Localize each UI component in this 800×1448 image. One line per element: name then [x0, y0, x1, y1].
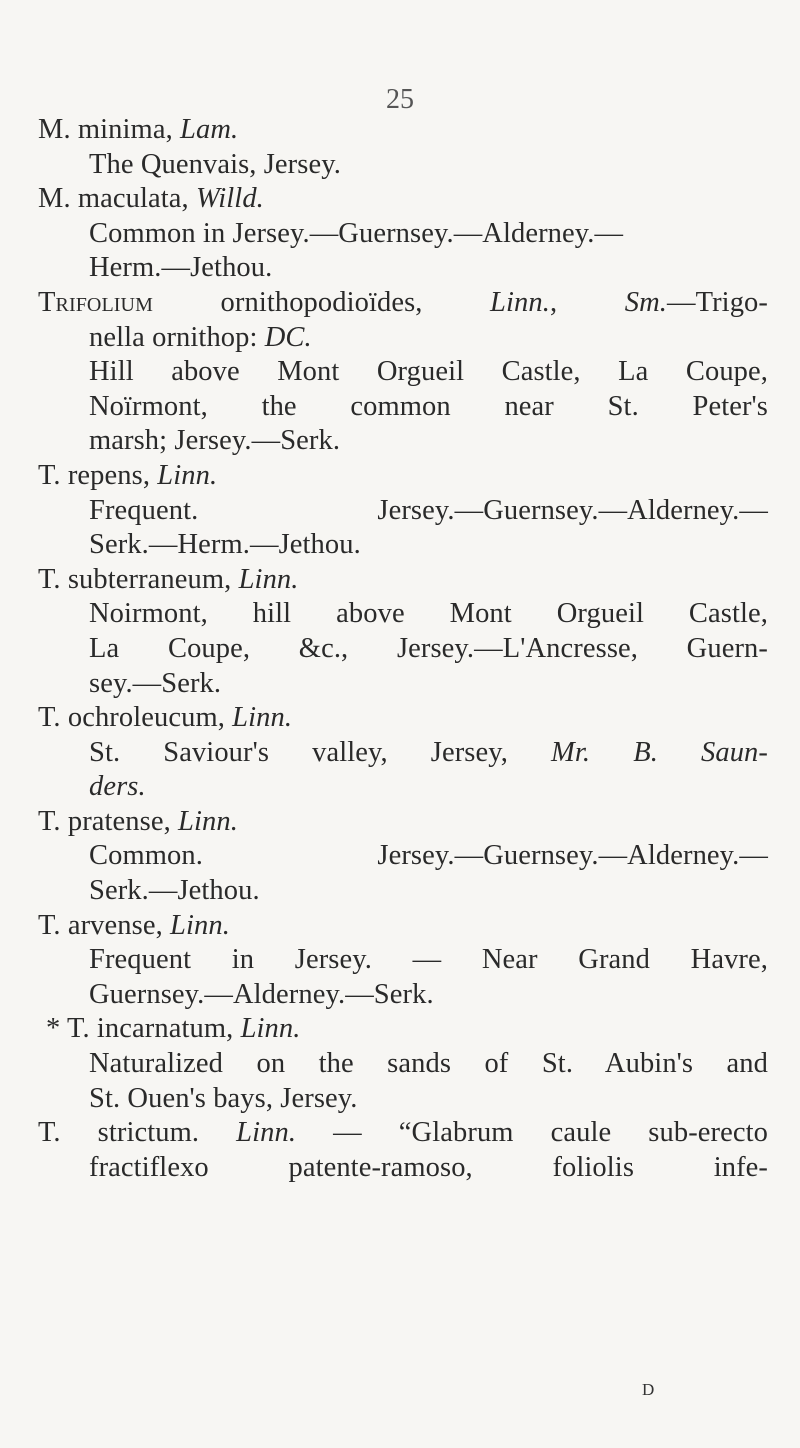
body-text	[38, 113, 768, 1185]
italic-text: Linn.	[178, 805, 238, 837]
text-line	[38, 563, 768, 598]
text-line	[38, 424, 768, 459]
text-line	[38, 1012, 768, 1047]
italic-text: Sm.	[624, 286, 667, 318]
text-run: * T. incarnatum,	[46, 1013, 241, 1045]
italic-text: DC.	[264, 321, 312, 353]
text-line	[38, 736, 768, 771]
text-line	[38, 494, 768, 529]
text-run: Frequent in Jersey. — Near Grand Havre,	[89, 944, 768, 976]
text-line	[38, 1047, 768, 1082]
text-run: nella ornithop:	[89, 321, 265, 353]
text-run: M. minima,	[38, 114, 181, 145]
text-line	[38, 667, 768, 702]
signature-mark: D	[642, 1380, 655, 1399]
text-run: Common. Jersey.—Guernsey.—Alderney.—	[89, 840, 768, 872]
italic-text: Linn.	[238, 563, 299, 595]
text-line	[38, 1151, 768, 1186]
text-run: Serk.—Jethou.	[89, 875, 260, 907]
text-run: St. Ouen's bays, Jersey.	[89, 1082, 358, 1114]
text-run: — “Glabrum caule sub-erecto	[296, 1117, 768, 1149]
text-line	[38, 1116, 768, 1151]
text-run: ,	[549, 286, 625, 318]
text-run: ornithopodioïdes,	[152, 286, 491, 318]
text-line	[38, 978, 768, 1013]
text-line	[38, 1082, 768, 1117]
text-line	[38, 701, 768, 736]
text-line	[38, 148, 768, 183]
text-line	[38, 632, 768, 667]
text-run: fractiflexo patente-ramoso, foliolis infe-	[89, 1151, 768, 1183]
text-line	[38, 597, 768, 632]
text-line	[38, 355, 768, 390]
text-run: T. ochroleucum,	[38, 702, 233, 734]
text-line	[38, 182, 768, 217]
text-line	[38, 286, 768, 321]
text-run: Naturalized on the sands of St. Aubin's and	[89, 1048, 768, 1080]
text-line	[38, 251, 768, 286]
text-run: Noïrmont, the common near St. Peter's	[89, 390, 768, 422]
italic-text: ders.	[89, 771, 146, 803]
text-line	[38, 390, 768, 425]
italic-text: Linn.	[232, 702, 293, 734]
text-run: Hill above Mont Orgueil Castle, La Coupe,	[89, 356, 768, 388]
italic-text: Linn.	[240, 1013, 301, 1045]
text-run: T. repens,	[38, 459, 158, 491]
text-run: Herm.—Jethou.	[89, 252, 273, 284]
italic-text: Mr. B. Saun-	[551, 736, 768, 768]
text-line	[38, 874, 768, 909]
text-run: T. pratense,	[38, 805, 179, 837]
text-run: —Trigo-	[666, 286, 768, 318]
page-number: 25	[386, 84, 414, 115]
italic-text: Linn.	[236, 1117, 297, 1149]
text-run: M. maculata,	[38, 183, 196, 215]
text-run: La Coupe, &c., Jersey.—L'Ancresse, Guern-	[89, 632, 768, 664]
text-line	[38, 805, 768, 840]
text-line	[38, 909, 768, 944]
text-run: The Quenvais, Jersey.	[89, 148, 341, 180]
text-run: Guernsey.—Alderney.—Serk.	[89, 978, 434, 1010]
text-run: Frequent. Jersey.—Guernsey.—Alderney.—	[89, 494, 768, 526]
text-run: St. Saviour's valley, Jersey,	[89, 736, 552, 768]
italic-text: Linn.	[490, 286, 550, 318]
text-run: T. subterraneum,	[38, 563, 239, 595]
text-run: marsh; Jersey.—Serk.	[89, 425, 341, 457]
text-line	[38, 528, 768, 563]
italic-text: Linn.	[170, 909, 230, 941]
text-run: sey.—Serk.	[89, 667, 222, 699]
text-run: T. arvense,	[38, 909, 171, 941]
text-line	[38, 321, 768, 356]
text-run: Serk.—Herm.—Jethou.	[89, 529, 361, 561]
text-run: T. strictum.	[38, 1117, 237, 1149]
text-line	[38, 770, 768, 805]
text-line	[38, 113, 768, 148]
text-run: Noirmont, hill above Mont Orgueil Castle,	[89, 598, 768, 630]
text-run: Common in Jersey.—Guernsey.—Alderney.—	[89, 217, 624, 249]
text-line	[38, 217, 768, 252]
italic-text: Lam.	[180, 114, 239, 145]
genus-name: Trifolium	[38, 286, 153, 318]
text-line	[38, 943, 768, 978]
italic-text: Linn.	[157, 459, 218, 491]
text-line	[38, 839, 768, 874]
italic-text: Willd.	[196, 183, 264, 215]
text-line	[38, 459, 768, 494]
